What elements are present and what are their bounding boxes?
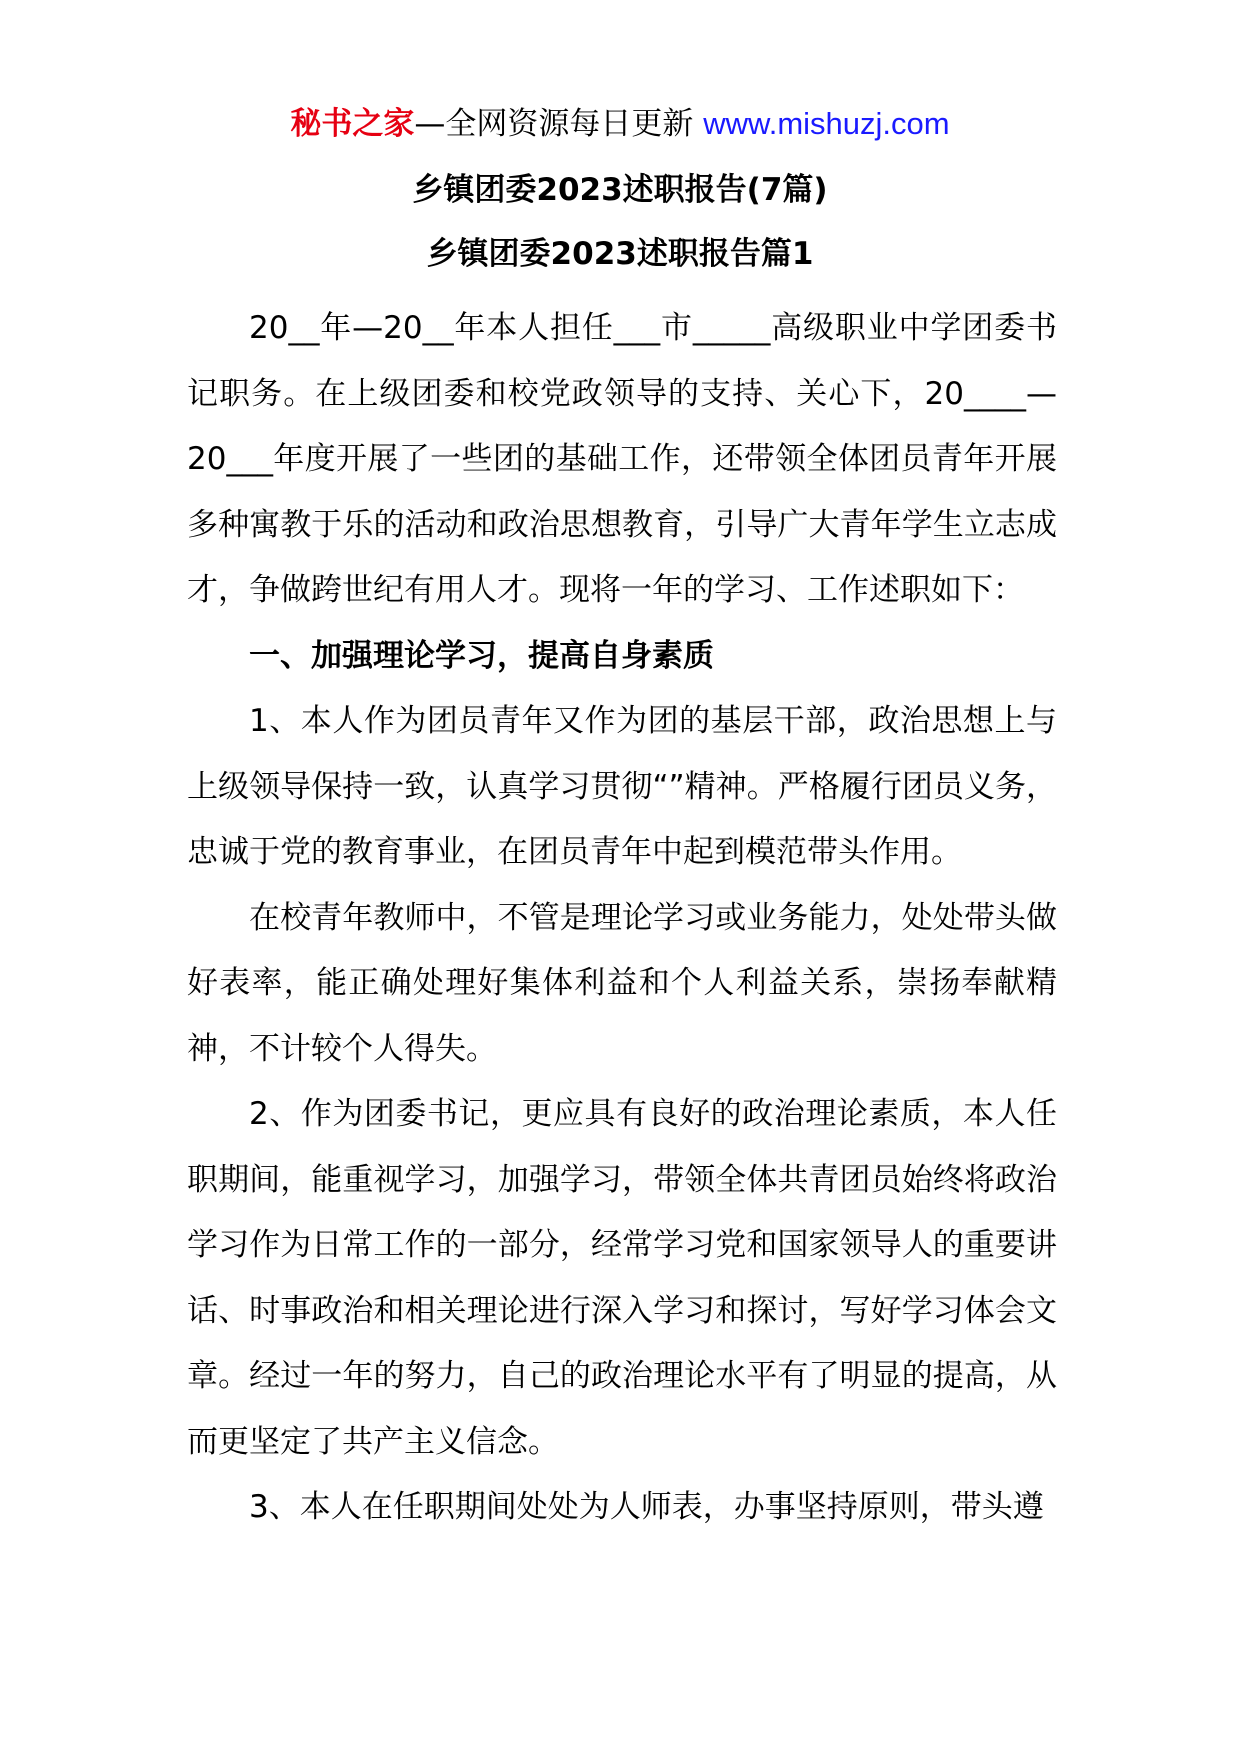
section-heading: 一、加强理论学习，提高自身素质	[249, 637, 714, 674]
site-slogan: —全网资源每日更新	[414, 106, 704, 142]
paragraph-teachers: 在校青年教师中，不管是理论学习或业务能力，处处带头做好表率，能正确处理好集体利益和个人利益关系，崇扬奉献精神，不计较个人得失。	[187, 899, 1057, 1067]
paragraph-item-1: 1、本人作为团员青年又作为团的基层干部，政治思想上与上级领导保持一致，认真学习贯彻“”精神。严格履行团员义务，忠诚于党的教育事业，在团员青年中起到模范带头作用。	[187, 703, 1057, 870]
site-header	[0, 102, 1240, 146]
site-url-link[interactable]: www.mishuzj.com	[703, 106, 950, 141]
paragraph-intro: 20__年—20__年本人担任___市_____高级职业中学团委书记职务。在上级团委和校党政领导的支持、关心下，20____—20___年度开展了一些团的基础工作，还带领全体团员青年开展多种寓教于乐的活动和政治思想教育，引导广大青年学生立志成才，争做跨世纪有用人才。现将一年的学习、工作述职如下：	[187, 310, 1057, 608]
document-body	[187, 296, 1057, 1541]
document-title: 乡镇团委2023述职报告(7篇)	[412, 172, 828, 208]
site-brand: 秘书之家	[290, 106, 415, 142]
paragraph-item-2: 2、作为团委书记，更应具有良好的政治理论素质，本人任职期间，能重视学习，加强学习，带领全体共青团员始终将政治学习作为日常工作的一部分，经常学习党和国家领导人的重要讲话、时事政治和相关理论进行深入学习和探讨，写好学习体会文章。经过一年的努力，自己的政治理论水平有了明显的提高，从而更坚定了共产主义信念。	[187, 1096, 1057, 1460]
paragraph-item-3: 3、本人在任职期间处处为人师表，办事坚持原则，带头遵	[249, 1489, 1044, 1525]
document-subtitle: 乡镇团委2023述职报告篇1	[426, 236, 814, 272]
